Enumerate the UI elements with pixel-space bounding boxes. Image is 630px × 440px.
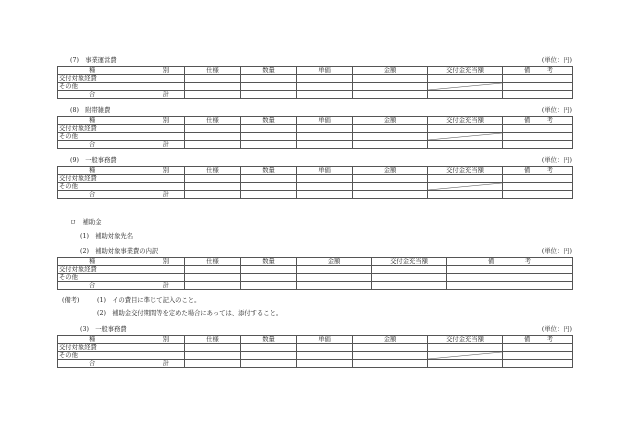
col-unit-price: 単価 [297, 167, 353, 175]
section-7-title: (7) 事業運営費 [70, 57, 117, 64]
col-quantity: 数量 [241, 258, 297, 266]
col-unit-price: 単価 [297, 117, 353, 125]
col-type-b: 別 [162, 336, 169, 343]
remarks-item-2: (2) 補助金交付期間等を定めた場合にあっては、添付すること。 [97, 310, 283, 317]
col-type-a: 種 [89, 117, 96, 124]
row-label-total-b: 計 [162, 282, 169, 289]
row-label-grant-target: 交付対象経費 [58, 75, 185, 83]
col-remarks-a: 備 [524, 67, 531, 74]
col-remarks-a: 備 [524, 117, 531, 124]
col-amount: 金額 [353, 336, 428, 344]
table-row [58, 133, 573, 141]
col-type-b: 別 [162, 117, 169, 124]
row-label-total-a: 合 [89, 191, 96, 198]
table-row [58, 282, 573, 290]
table-header-row [58, 167, 573, 175]
col-quantity: 数量 [241, 67, 297, 75]
diagonal-cell [428, 183, 503, 191]
row-label-other: その他 [58, 133, 185, 141]
col-remarks-b: 考 [546, 167, 553, 174]
table-row [58, 266, 573, 274]
row-label-total-b: 計 [162, 141, 169, 148]
col-unit-price: 単価 [297, 67, 353, 75]
col-grant-allocation: 交付金充当額 [428, 167, 503, 175]
row-label-total-a: 合 [89, 141, 96, 148]
col-type-a: 種 [89, 336, 96, 343]
col-spec: 仕様 [185, 67, 241, 75]
diagonal-cell [428, 83, 503, 91]
col-remarks-a: 備 [488, 258, 495, 265]
table-row [58, 91, 573, 99]
col-type-a: 種 [89, 167, 96, 174]
col-amount: 金額 [353, 117, 428, 125]
row-label-other: その他 [58, 352, 185, 360]
diagonal-cell [428, 133, 503, 141]
row-label-total-b: 計 [162, 191, 169, 198]
row-label-other: その他 [58, 83, 185, 91]
col-remarks-a: 備 [524, 336, 531, 343]
row-label-grant-target: 交付対象経費 [58, 175, 185, 183]
subsidy-admin-unit: (単位：円) [541, 326, 572, 333]
col-remarks-b: 考 [546, 336, 553, 343]
section-8-unit: (単位：円) [541, 107, 572, 114]
col-type-b: 別 [162, 67, 169, 74]
table-row [58, 191, 573, 199]
table-row [58, 360, 573, 368]
row-label-total-a: 合 [89, 91, 96, 98]
col-spec: 仕様 [185, 117, 241, 125]
row-label-other: その他 [58, 274, 185, 282]
subsidy-admin-table [57, 335, 573, 368]
diagonal-cell [428, 352, 503, 360]
col-type-a: 種 [89, 258, 96, 265]
row-label-grant-target: 交付対象経費 [58, 344, 185, 352]
col-remarks-b: 考 [524, 258, 531, 265]
col-spec: 仕様 [185, 336, 241, 344]
col-quantity: 数量 [241, 117, 297, 125]
row-label-total-a: 合 [89, 360, 96, 367]
row-label-grant-target: 交付対象経費 [58, 266, 185, 274]
col-amount: 金額 [353, 67, 428, 75]
row-label-other: その他 [58, 183, 185, 191]
subsidy-title: ロ 補助金 [70, 219, 102, 226]
col-grant-allocation: 交付金充当額 [428, 67, 503, 75]
table-row [58, 125, 573, 133]
section-7-table [57, 66, 573, 99]
table-header-row [58, 117, 573, 125]
table-row [58, 175, 573, 183]
col-type-b: 別 [162, 167, 169, 174]
table-header-row [58, 258, 573, 266]
row-label-total-b: 計 [162, 360, 169, 367]
table-header-row [58, 67, 573, 75]
section-9-title: (9) 一般事務費 [70, 157, 117, 164]
row-label-total-b: 計 [162, 91, 169, 98]
table-row [58, 352, 573, 360]
table-row [58, 141, 573, 149]
col-amount: 金額 [353, 167, 428, 175]
subsidy-target-title: (1) 補助対象先名 [80, 233, 133, 240]
col-grant-allocation: 交付金充当額 [428, 117, 503, 125]
col-amount: 金額 [297, 258, 372, 266]
remarks-item-1: (1) イの費目に準じて記入のこと。 [97, 297, 201, 304]
col-type-b: 別 [162, 258, 169, 265]
section-9-unit: (単位：円) [541, 157, 572, 164]
subsidy-breakdown-table [57, 257, 573, 290]
col-spec: 仕様 [185, 258, 241, 266]
row-label-total-a: 合 [89, 282, 96, 289]
subsidy-breakdown-title: (2) 補助対象事業費の内訳 [80, 248, 159, 255]
section-8-table [57, 116, 573, 149]
col-type-a: 種 [89, 67, 96, 74]
table-row [58, 83, 573, 91]
section-7-unit: (単位：円) [541, 57, 572, 64]
col-quantity: 数量 [241, 167, 297, 175]
table-header-row [58, 336, 573, 344]
col-remarks-b: 考 [546, 67, 553, 74]
col-remarks-b: 考 [546, 117, 553, 124]
table-row [58, 183, 573, 191]
col-quantity: 数量 [241, 336, 297, 344]
col-unit-price: 単価 [297, 336, 353, 344]
col-remarks-a: 備 [524, 167, 531, 174]
section-9-table [57, 166, 573, 199]
subsidy-breakdown-unit: (単位：円) [541, 248, 572, 255]
remarks-label: (備考) [62, 297, 80, 304]
section-8-title: (8) 附帯雑費 [70, 107, 111, 114]
table-row [58, 344, 573, 352]
col-spec: 仕様 [185, 167, 241, 175]
subsidy-admin-title: (3) 一般事務費 [80, 326, 127, 333]
row-label-grant-target: 交付対象経費 [58, 125, 185, 133]
col-grant-allocation: 交付金充当額 [372, 258, 447, 266]
table-row [58, 75, 573, 83]
table-row [58, 274, 573, 282]
col-grant-allocation: 交付金充当額 [428, 336, 503, 344]
